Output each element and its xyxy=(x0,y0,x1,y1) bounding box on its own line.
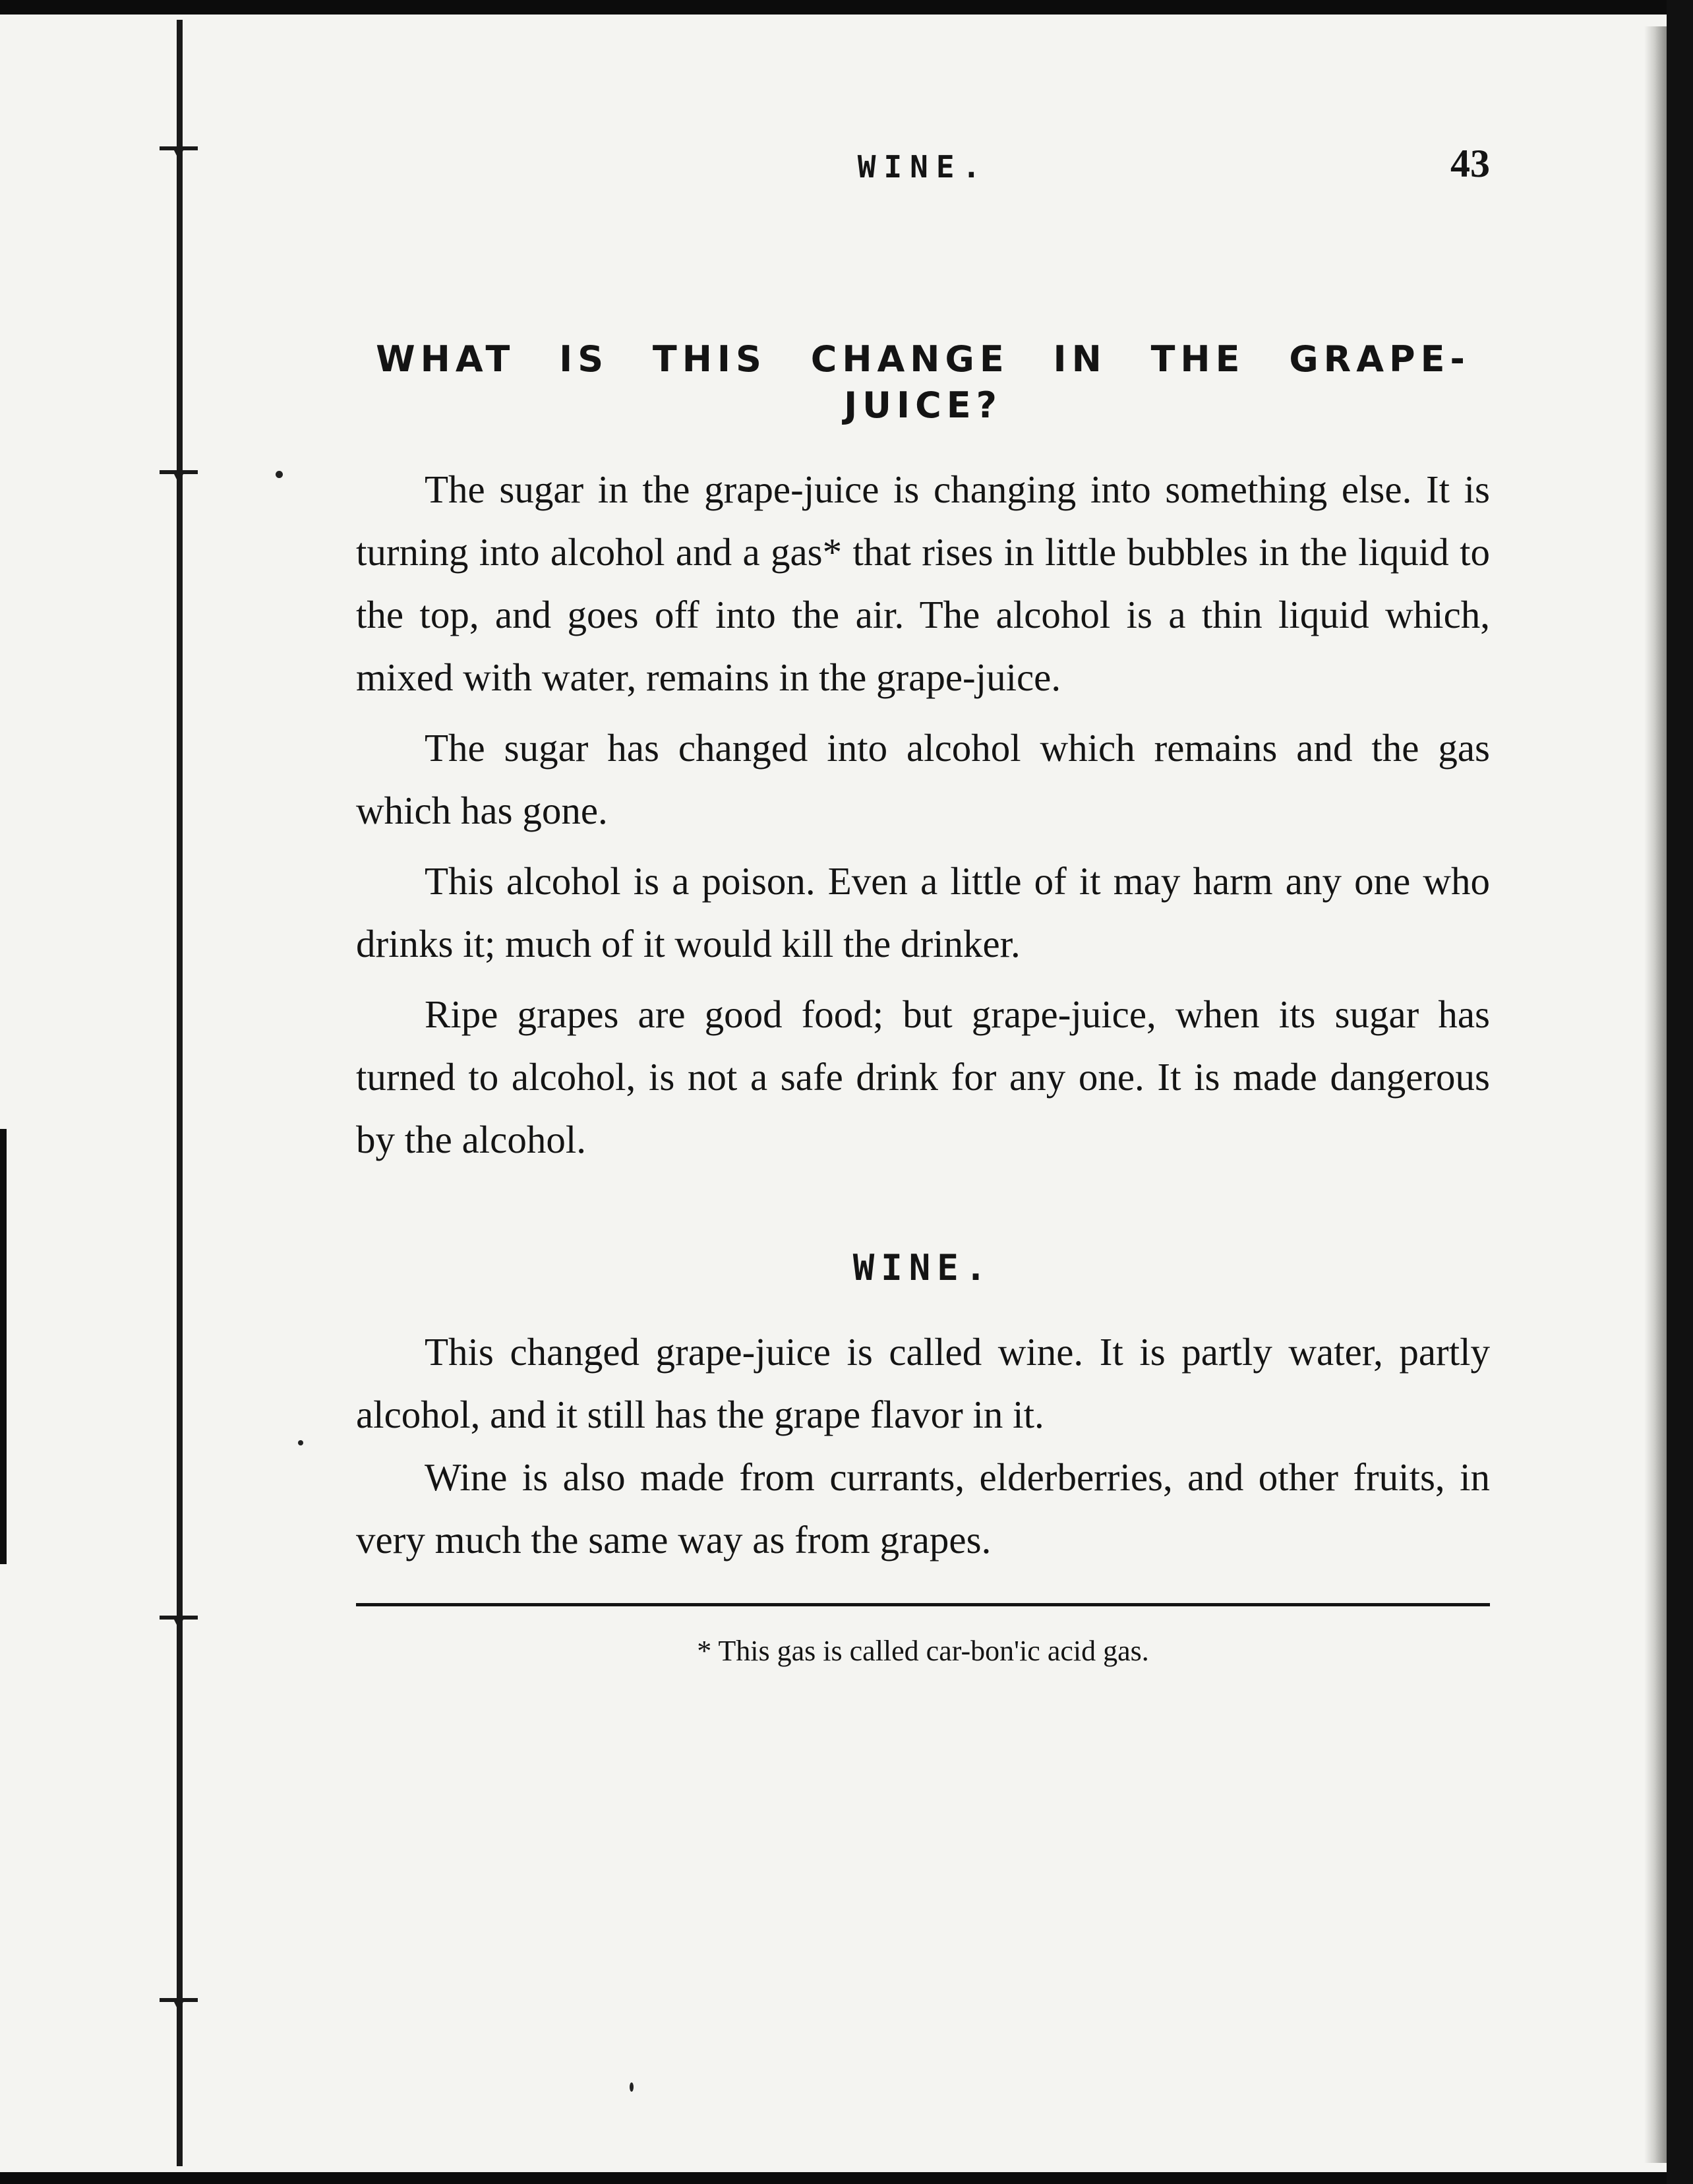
section-heading: WINE. xyxy=(852,1246,994,1289)
paragraph: Wine is also made from currants, elderberries, and other fruits, in very much the same way as from grapes. xyxy=(356,1455,1490,1562)
paragraph: The sugar has changed into alcohol which remains and the gas which has gone. xyxy=(356,725,1490,832)
page-number: 43 xyxy=(1450,142,1490,185)
scan-left-tab xyxy=(0,1129,7,1564)
section-grape-juice-change xyxy=(356,336,1490,1171)
paragraph: The sugar in the grape-juice is changing into something else. It is turning into alcohol and a gas* that rises in little bubbles in the liquid to the top, and goes off into the air. The alcohol is a thin liquid which, mixed with water, remains in the grape-juice. xyxy=(356,467,1490,699)
scan-speck xyxy=(630,2082,634,2092)
scan-border-top xyxy=(0,0,1693,15)
footnote: * This gas is called car-bon'ic acid gas. xyxy=(697,1634,1149,1667)
section-heading: WHAT IS THIS CHANGE IN THE GRAPE-JUICE? xyxy=(376,338,1470,426)
binding-stitch xyxy=(160,470,198,474)
running-head xyxy=(356,132,1490,191)
page-edge-shadow xyxy=(1644,26,1667,2163)
binding-stitch xyxy=(160,146,198,150)
scan-speck xyxy=(276,471,283,478)
scan-border-right xyxy=(1667,0,1693,2184)
running-title: WINE. xyxy=(857,149,989,185)
scan-border-bottom xyxy=(0,2172,1693,2184)
binding-spine xyxy=(177,20,183,2166)
footnote-rule xyxy=(356,1603,1490,1606)
book-page xyxy=(356,132,1490,1668)
section-wine xyxy=(356,1245,1490,1571)
scan-speck xyxy=(298,1440,303,1445)
binding-stitch xyxy=(160,1998,198,2002)
paragraph: Ripe grapes are good food; but grape-juice, when its sugar has turned to alcohol, is not a safe drink for any one. It is made dangerous by the alcohol. xyxy=(356,992,1490,1161)
binding-stitch xyxy=(160,1616,198,1620)
paragraph: This changed grape-juice is called wine. It is partly water, partly alcohol, and it still has the grape flavor in it. xyxy=(356,1329,1490,1436)
paragraph: This alcohol is a poison. Even a little of it may harm any one who drinks it; much of it would kill the drinker. xyxy=(356,859,1490,965)
